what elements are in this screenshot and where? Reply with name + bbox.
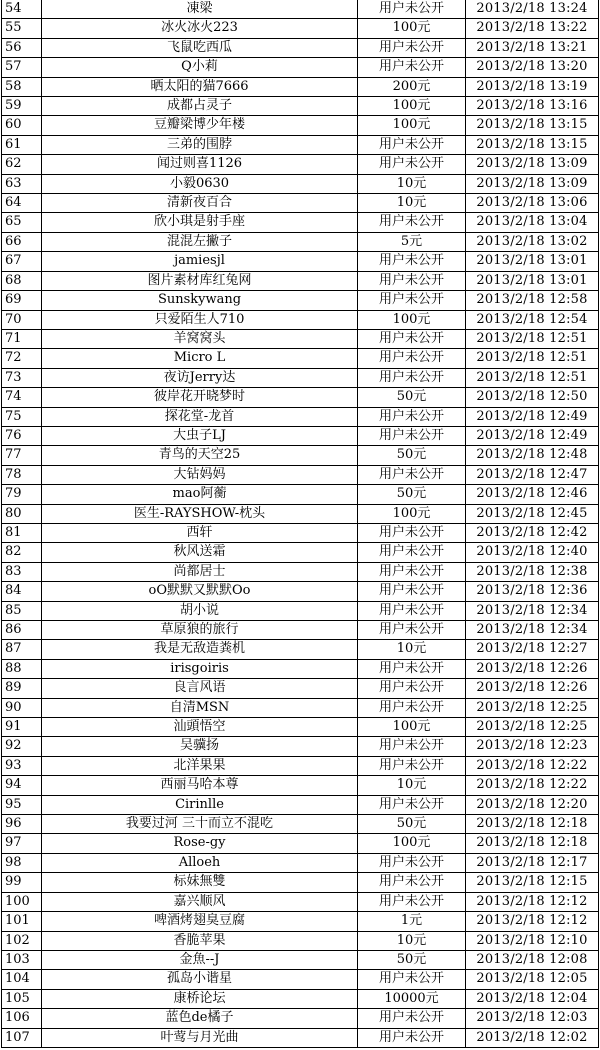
donation-amount: 10元 [358, 194, 466, 213]
donation-time: 2013/2/18 12:54 [466, 310, 599, 329]
row-number: 94 [2, 776, 42, 795]
donation-amount: 5元 [358, 232, 466, 251]
donor-name: Micro L [42, 349, 358, 368]
donation-time: 2013/2/18 12:49 [466, 426, 599, 445]
donation-time: 2013/2/18 12:49 [466, 407, 599, 426]
row-number: 80 [2, 504, 42, 523]
donor-name: Sunskywang [42, 291, 358, 310]
row-number: 61 [2, 135, 42, 154]
table-row [2, 232, 599, 251]
donation-time: 2013/2/18 13:21 [466, 38, 599, 57]
row-number: 95 [2, 795, 42, 814]
row-number: 78 [2, 465, 42, 484]
donation-time: 2013/2/18 12:25 [466, 718, 599, 737]
donor-name: jamiesjl [42, 252, 358, 271]
row-number: 87 [2, 640, 42, 659]
table-row [2, 252, 599, 271]
donation-time: 2013/2/18 12:10 [466, 931, 599, 950]
table-row [2, 349, 599, 368]
donation-table [1, 0, 599, 1048]
table-row [2, 426, 599, 445]
donation-amount: 用户未公开 [358, 795, 466, 814]
row-number: 62 [2, 155, 42, 174]
donation-time: 2013/2/18 12:02 [466, 1028, 599, 1047]
donation-amount: 100元 [358, 718, 466, 737]
donation-time: 2013/2/18 12:26 [466, 659, 599, 678]
row-number: 105 [2, 989, 42, 1008]
donor-name: 尚都居士 [42, 562, 358, 581]
donation-amount: 用户未公开 [358, 407, 466, 426]
donor-name: 嘉兴顺风 [42, 892, 358, 911]
donation-amount: 10元 [358, 174, 466, 193]
table-row [2, 912, 599, 931]
table-row [2, 213, 599, 232]
donation-time: 2013/2/18 12:12 [466, 892, 599, 911]
donation-time: 2013/2/18 12:45 [466, 504, 599, 523]
donation-amount: 用户未公开 [358, 756, 466, 775]
donation-time: 2013/2/18 13:09 [466, 155, 599, 174]
row-number: 97 [2, 834, 42, 853]
table-row [2, 815, 599, 834]
row-number: 98 [2, 853, 42, 872]
donation-time: 2013/2/18 13:16 [466, 97, 599, 116]
donation-amount: 用户未公开 [358, 349, 466, 368]
row-number: 58 [2, 77, 42, 96]
donation-amount: 50元 [358, 485, 466, 504]
donation-time: 2013/2/18 13:09 [466, 174, 599, 193]
donor-name: 青鸟的天空25 [42, 446, 358, 465]
table-row [2, 0, 599, 19]
donation-amount: 50元 [358, 388, 466, 407]
table-row [2, 504, 599, 523]
donation-amount: 用户未公开 [358, 291, 466, 310]
donation-time: 2013/2/18 12:20 [466, 795, 599, 814]
donor-name: 羊窝窝头 [42, 329, 358, 348]
donor-name: 清新夜百合 [42, 194, 358, 213]
table-row [2, 465, 599, 484]
donor-name: 飞鼠吃西瓜 [42, 38, 358, 57]
table-row [2, 756, 599, 775]
donation-time: 2013/2/18 13:01 [466, 252, 599, 271]
donation-time: 2013/2/18 12:40 [466, 543, 599, 562]
donor-name: 汕頭悟空 [42, 718, 358, 737]
donation-amount: 用户未公开 [358, 252, 466, 271]
row-number: 67 [2, 252, 42, 271]
table-row [2, 795, 599, 814]
table-row [2, 291, 599, 310]
donor-name: 冰火冰火223 [42, 19, 358, 38]
row-number: 93 [2, 756, 42, 775]
donor-name: 夜访Jerry达 [42, 368, 358, 387]
table-row [2, 776, 599, 795]
donation-amount: 100元 [358, 834, 466, 853]
donation-amount: 100元 [358, 310, 466, 329]
donation-time: 2013/2/18 13:01 [466, 271, 599, 290]
donation-amount: 用户未公开 [358, 426, 466, 445]
donation-time: 2013/2/18 13:19 [466, 77, 599, 96]
donation-time: 2013/2/18 12:42 [466, 523, 599, 542]
table-row [2, 834, 599, 853]
donation-time: 2013/2/18 12:26 [466, 679, 599, 698]
row-number: 102 [2, 931, 42, 950]
donation-time: 2013/2/18 13:15 [466, 116, 599, 135]
donation-amount: 100元 [358, 97, 466, 116]
donation-time: 2013/2/18 12:04 [466, 989, 599, 1008]
row-number: 104 [2, 970, 42, 989]
table-row [2, 407, 599, 426]
donor-name: Q小莉 [42, 58, 358, 77]
donor-name: Cirinlle [42, 795, 358, 814]
donation-amount: 用户未公开 [358, 873, 466, 892]
donation-amount: 50元 [358, 815, 466, 834]
donation-amount: 50元 [358, 950, 466, 969]
row-number: 83 [2, 562, 42, 581]
donor-name: 香脆苹果 [42, 931, 358, 950]
donation-time: 2013/2/18 13:04 [466, 213, 599, 232]
row-number: 79 [2, 485, 42, 504]
row-number: 99 [2, 873, 42, 892]
row-number: 89 [2, 679, 42, 698]
table-row [2, 77, 599, 96]
row-number: 88 [2, 659, 42, 678]
row-number: 90 [2, 698, 42, 717]
donor-name: 良言风语 [42, 679, 358, 698]
donation-amount: 10元 [358, 640, 466, 659]
donation-amount: 用户未公开 [358, 892, 466, 911]
donation-time: 2013/2/18 12:05 [466, 970, 599, 989]
row-number: 54 [2, 0, 42, 19]
donation-time: 2013/2/18 13:06 [466, 194, 599, 213]
donation-amount: 用户未公开 [358, 582, 466, 601]
donation-amount: 1元 [358, 912, 466, 931]
donation-time: 2013/2/18 13:20 [466, 58, 599, 77]
donation-time: 2013/2/18 13:24 [466, 0, 599, 19]
donation-time: 2013/2/18 12:17 [466, 853, 599, 872]
donation-time: 2013/2/18 12:22 [466, 756, 599, 775]
row-number: 75 [2, 407, 42, 426]
row-number: 56 [2, 38, 42, 57]
donor-name: Rose-gy [42, 834, 358, 853]
donor-name: 北洋果果 [42, 756, 358, 775]
donation-time: 2013/2/18 13:15 [466, 135, 599, 154]
row-number: 106 [2, 1009, 42, 1028]
donation-time: 2013/2/18 12:15 [466, 873, 599, 892]
donation-amount: 用户未公开 [358, 853, 466, 872]
donation-amount: 用户未公开 [358, 562, 466, 581]
donation-amount: 用户未公开 [358, 329, 466, 348]
donation-amount: 用户未公开 [358, 543, 466, 562]
donation-amount: 用户未公开 [358, 271, 466, 290]
row-number: 71 [2, 329, 42, 348]
table-row [2, 329, 599, 348]
row-number: 76 [2, 426, 42, 445]
donation-time: 2013/2/18 12:47 [466, 465, 599, 484]
table-row [2, 659, 599, 678]
table-row [2, 271, 599, 290]
table-row [2, 950, 599, 969]
donation-time: 2013/2/18 12:51 [466, 368, 599, 387]
donation-time: 2013/2/18 13:22 [466, 19, 599, 38]
donor-name: irisgoiris [42, 659, 358, 678]
row-number: 57 [2, 58, 42, 77]
donor-name: 彼岸花开晓梦时 [42, 388, 358, 407]
donation-amount: 用户未公开 [358, 737, 466, 756]
table-row [2, 679, 599, 698]
row-number: 100 [2, 892, 42, 911]
table-row [2, 989, 599, 1008]
donation-amount: 100元 [358, 19, 466, 38]
donation-amount: 用户未公开 [358, 0, 466, 19]
table-row [2, 310, 599, 329]
table-row [2, 621, 599, 640]
donor-name: 图片素材库红兔网 [42, 271, 358, 290]
donation-amount: 10000元 [358, 989, 466, 1008]
donor-name: 晒太阳的猫7666 [42, 77, 358, 96]
table-row [2, 582, 599, 601]
donation-time: 2013/2/18 12:38 [466, 562, 599, 581]
donor-name: 叶莺与月光曲 [42, 1028, 358, 1047]
donation-amount: 100元 [358, 504, 466, 523]
table-row [2, 116, 599, 135]
donor-name: 大钻妈妈 [42, 465, 358, 484]
row-number: 63 [2, 174, 42, 193]
table-row [2, 523, 599, 542]
table-row [2, 446, 599, 465]
row-number: 64 [2, 194, 42, 213]
donation-time: 2013/2/18 12:03 [466, 1009, 599, 1028]
donation-amount: 用户未公开 [358, 155, 466, 174]
donor-name: 医生-RAYSHOW-枕头 [42, 504, 358, 523]
donation-time: 2013/2/18 13:02 [466, 232, 599, 251]
row-number: 101 [2, 912, 42, 931]
donation-amount: 用户未公开 [358, 523, 466, 542]
donation-time: 2013/2/18 12:36 [466, 582, 599, 601]
donor-name: 豆瓣梁博少年楼 [42, 116, 358, 135]
table-row [2, 155, 599, 174]
row-number: 72 [2, 349, 42, 368]
donation-time: 2013/2/18 12:48 [466, 446, 599, 465]
table-row [2, 931, 599, 950]
donation-amount: 10元 [358, 776, 466, 795]
table-row [2, 892, 599, 911]
table-row [2, 543, 599, 562]
donation-time: 2013/2/18 12:18 [466, 834, 599, 853]
table-row [2, 368, 599, 387]
table-row [2, 388, 599, 407]
donation-time: 2013/2/18 12:51 [466, 349, 599, 368]
donation-amount: 用户未公开 [358, 58, 466, 77]
row-number: 66 [2, 232, 42, 251]
donation-amount: 用户未公开 [358, 465, 466, 484]
row-number: 68 [2, 271, 42, 290]
table-row [2, 873, 599, 892]
donor-name: 康桥论坛 [42, 989, 358, 1008]
donor-name: 探花堂-龙首 [42, 407, 358, 426]
donation-amount: 10元 [358, 931, 466, 950]
donor-name: 草原狼的旅行 [42, 621, 358, 640]
row-number: 65 [2, 213, 42, 232]
donor-name: 自清MSN [42, 698, 358, 717]
row-number: 86 [2, 621, 42, 640]
table-row [2, 718, 599, 737]
donation-amount: 用户未公开 [358, 1028, 466, 1047]
table-row [2, 58, 599, 77]
donor-name: Alloeh [42, 853, 358, 872]
table-row [2, 970, 599, 989]
donor-name: 成都占灵子 [42, 97, 358, 116]
donation-amount: 用户未公开 [358, 1009, 466, 1028]
donation-time: 2013/2/18 12:34 [466, 621, 599, 640]
table-row [2, 1009, 599, 1028]
table-row [2, 194, 599, 213]
donation-time: 2013/2/18 12:34 [466, 601, 599, 620]
donor-name: 金魚--J [42, 950, 358, 969]
donation-amount: 用户未公开 [358, 679, 466, 698]
donation-amount: 用户未公开 [358, 368, 466, 387]
donor-name: 西轩 [42, 523, 358, 542]
row-number: 69 [2, 291, 42, 310]
table-row [2, 601, 599, 620]
donation-amount: 200元 [358, 77, 466, 96]
donation-time: 2013/2/18 12:12 [466, 912, 599, 931]
donation-time: 2013/2/18 12:58 [466, 291, 599, 310]
row-number: 55 [2, 19, 42, 38]
donor-name: 吴骥扬 [42, 737, 358, 756]
donation-time: 2013/2/18 12:51 [466, 329, 599, 348]
donation-time: 2013/2/18 12:25 [466, 698, 599, 717]
table-row [2, 135, 599, 154]
donor-name: 啤酒烤翅臭豆腐 [42, 912, 358, 931]
table-row [2, 853, 599, 872]
row-number: 73 [2, 368, 42, 387]
donation-amount: 50元 [358, 446, 466, 465]
row-number: 70 [2, 310, 42, 329]
table-row [2, 485, 599, 504]
donation-time: 2013/2/18 12:46 [466, 485, 599, 504]
donation-time: 2013/2/18 12:27 [466, 640, 599, 659]
donation-amount: 用户未公开 [358, 970, 466, 989]
donor-name: 我是无敌造粪机 [42, 640, 358, 659]
donor-name: 闻过则喜1126 [42, 155, 358, 174]
row-number: 92 [2, 737, 42, 756]
donor-name: 秋风送霜 [42, 543, 358, 562]
donation-amount: 用户未公开 [358, 621, 466, 640]
row-number: 96 [2, 815, 42, 834]
row-number: 103 [2, 950, 42, 969]
donor-name: 混混左撇子 [42, 232, 358, 251]
table-row [2, 174, 599, 193]
row-number: 85 [2, 601, 42, 620]
row-number: 107 [2, 1028, 42, 1047]
donation-amount: 用户未公开 [358, 38, 466, 57]
donation-time: 2013/2/18 12:08 [466, 950, 599, 969]
donor-name: 只爱陌生人710 [42, 310, 358, 329]
row-number: 74 [2, 388, 42, 407]
row-number: 60 [2, 116, 42, 135]
donor-name: mao阿蘅 [42, 485, 358, 504]
donor-name: 胡小说 [42, 601, 358, 620]
row-number: 81 [2, 523, 42, 542]
donation-time: 2013/2/18 12:50 [466, 388, 599, 407]
donor-name: 标妹無雙 [42, 873, 358, 892]
donor-name: 欣小琪是射手座 [42, 213, 358, 232]
donation-table-body [2, 0, 599, 1047]
donor-name: 小毅0630 [42, 174, 358, 193]
table-row [2, 698, 599, 717]
donor-name: 蓝色de橘子 [42, 1009, 358, 1028]
donor-name: 我要过河 三十而立不混吃 [42, 815, 358, 834]
row-number: 84 [2, 582, 42, 601]
row-number: 59 [2, 97, 42, 116]
table-row [2, 737, 599, 756]
donation-amount: 用户未公开 [358, 213, 466, 232]
table-row [2, 562, 599, 581]
donation-time: 2013/2/18 12:23 [466, 737, 599, 756]
table-row [2, 38, 599, 57]
donation-amount: 用户未公开 [358, 698, 466, 717]
donation-time: 2013/2/18 12:22 [466, 776, 599, 795]
row-number: 82 [2, 543, 42, 562]
donor-name: 大虫子LJ [42, 426, 358, 445]
donor-name: 凍梁 [42, 0, 358, 19]
table-row [2, 19, 599, 38]
donor-name: 孤岛小谐星 [42, 970, 358, 989]
table-row [2, 640, 599, 659]
donor-name: 三弟的围脖 [42, 135, 358, 154]
table-row [2, 97, 599, 116]
table-row [2, 1028, 599, 1047]
donor-name: 西丽马哈本尊 [42, 776, 358, 795]
donation-amount: 用户未公开 [358, 659, 466, 678]
donor-name: oO默默又默默Oo [42, 582, 358, 601]
donation-amount: 100元 [358, 116, 466, 135]
donation-amount: 用户未公开 [358, 135, 466, 154]
donation-time: 2013/2/18 12:18 [466, 815, 599, 834]
row-number: 91 [2, 718, 42, 737]
donation-amount: 用户未公开 [358, 601, 466, 620]
row-number: 77 [2, 446, 42, 465]
